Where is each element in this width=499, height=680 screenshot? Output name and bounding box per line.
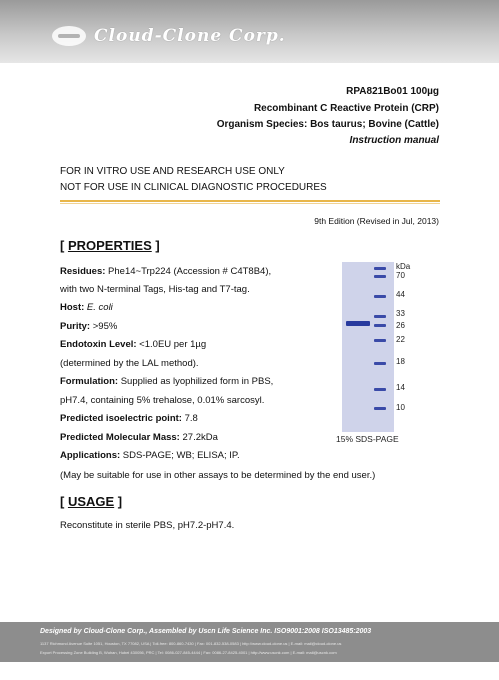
divider (60, 203, 440, 204)
protein-band (346, 321, 370, 326)
organism-species: Organism Species: Bos taurus; Bovine (Cattle) (216, 119, 439, 130)
research-use-notice: FOR IN VITRO USE AND RESEARCH USE ONLY (60, 166, 285, 177)
residues-row: Residues: Phe14~Trp224 (Accession # C4T8B4), (60, 266, 272, 277)
cloud-logo-icon (52, 26, 86, 46)
host-row: Host: E. coli (60, 302, 113, 313)
endotoxin-continued: (determined by the LAL method). (60, 358, 199, 369)
marker-band (374, 339, 386, 342)
marker-band (374, 388, 386, 391)
marker-label-14: 14 (396, 383, 405, 392)
formulation-row: Formulation: Supplied as lyophilized form in PBS, (60, 376, 274, 387)
clinical-use-notice: NOT FOR USE IN CLINICAL DIAGNOSTIC PROCEDURES (60, 182, 327, 193)
applications-row: Applications: SDS-PAGE; WB; ELISA; IP. (60, 450, 240, 461)
marker-band (374, 407, 386, 410)
footer-address-cn: Export Processing Zone Building B, Wuhan, Hubei 430056, PRC | Tel: 0086-027-845-4444 | Fax: 0086-27-8425-4001 | http://www.uscnk.com | E-mail: mail@uscnk.com (40, 650, 337, 655)
marker-label-26: 26 (396, 321, 405, 330)
sds-page-gel-image (334, 262, 442, 447)
marker-band (374, 362, 386, 365)
residues-continued: with two N-terminal Tags, His-tag and T7-tag. (60, 284, 250, 295)
product-name: Recombinant C Reactive Protein (CRP) (253, 103, 439, 114)
gel-background (342, 262, 394, 432)
footer-address-us: 1137 Richmond Avenue Suite 1051, Houston, TX 77082, USA | Toll-free: 800-860-7430 | Fax: 001-832-538-0583 | http://www.cloud-clone.us | E-mail: mail@cloud-clone.us (40, 641, 342, 646)
usage-heading: [ USAGE ] (60, 494, 123, 509)
formulation-continued: pH7.4, containing 5% trehalose, 0.01% sarcosyl. (60, 395, 265, 406)
marker-label-10: 10 (396, 403, 405, 412)
purity-row: Purity: >95% (60, 321, 118, 332)
isoelectric-point-row: Predicted isoelectric point: 7.8 (60, 413, 198, 424)
product-code: RPA821Bo01 100µg (346, 86, 439, 97)
applications-note: (May be suitable for use in other assays to be determined by the end user.) (60, 470, 376, 481)
usage-text: Reconstitute in sterile PBS, pH7.2-pH7.4. (60, 520, 235, 531)
document-type: Instruction manual (349, 135, 439, 146)
marker-label-18: 18 (396, 357, 405, 366)
marker-label-33: 33 (396, 309, 405, 318)
marker-band (374, 295, 386, 298)
marker-label-44: 44 (396, 290, 405, 299)
footer-designed-by: Designed by Cloud-Clone Corp., Assembled by Uscn Life Science Inc. ISO9001:2008 ISO13485:2003 (40, 628, 372, 635)
endotoxin-row: Endotoxin Level: <1.0EU per 1µg (60, 339, 207, 350)
marker-label-70: 70 (396, 271, 405, 280)
marker-band (374, 324, 386, 327)
marker-band (374, 315, 386, 318)
properties-heading: [ PROPERTIES ] (60, 238, 160, 253)
divider (60, 200, 440, 202)
gel-caption: 15% SDS-PAGE (336, 434, 399, 444)
marker-label-22: 22 (396, 335, 405, 344)
company-name: Cloud-Clone Corp. (94, 26, 286, 46)
company-logo (52, 26, 286, 46)
marker-band (374, 275, 386, 278)
marker-band (374, 267, 386, 270)
edition-info: 9th Edition (Revised in Jul, 2013) (314, 216, 439, 226)
kda-unit-label: kDa (396, 262, 411, 271)
molecular-mass-row: Predicted Molecular Mass: 27.2kDa (60, 432, 218, 443)
